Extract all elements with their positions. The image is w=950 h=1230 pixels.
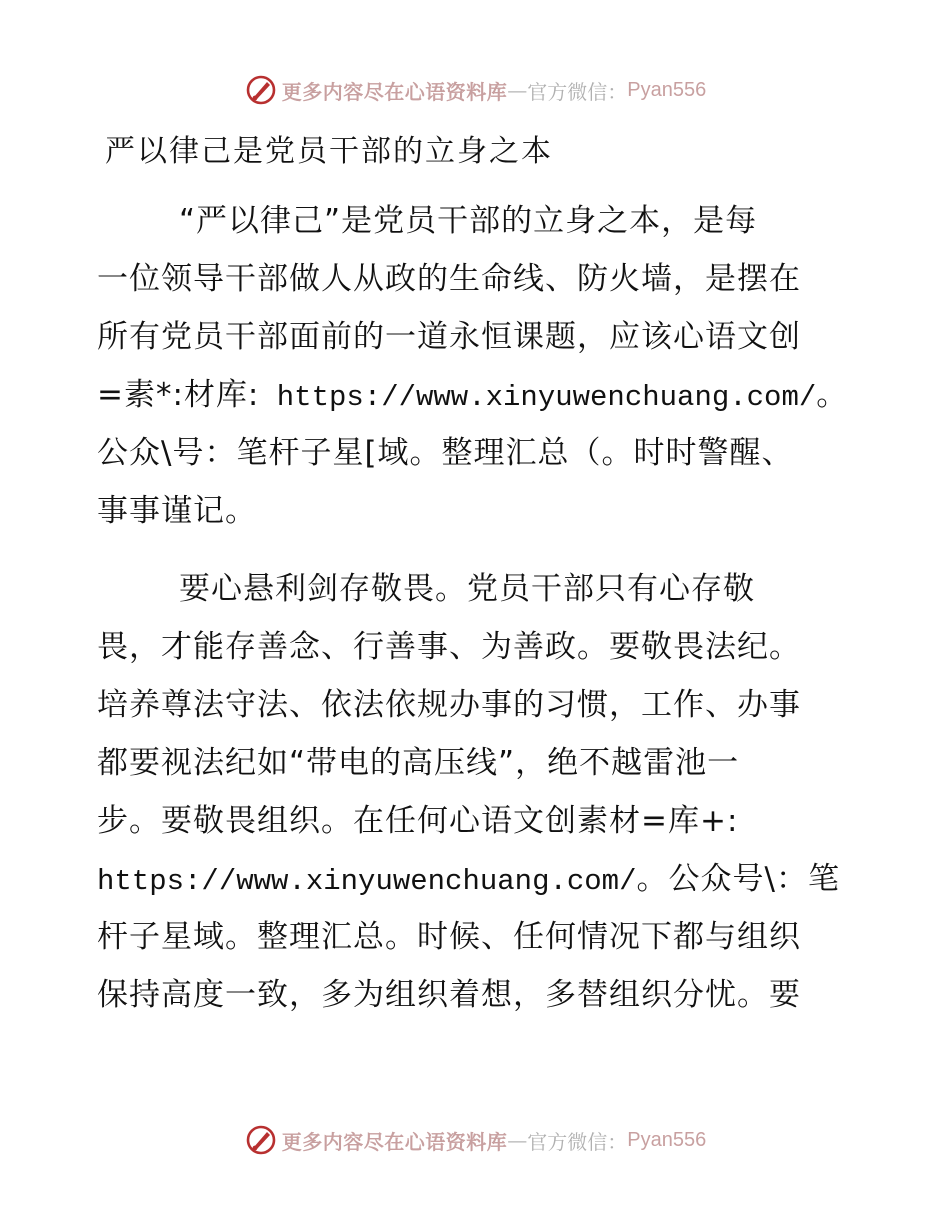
footer-banner [0, 1120, 950, 1160]
text-line: 都要视法纪如“带电的高压线”，绝不越雷池一 [97, 745, 740, 781]
text-line: 要心悬利剑存敬畏。党员干部只有心存敬 [179, 571, 755, 607]
paragraph-1 [97, 192, 857, 540]
banner-official-label: 官方微信： [527, 1129, 628, 1154]
text-line: 事事谨记。 [97, 493, 257, 529]
text-line: 步。要敬畏组织。在任何心语文创素材=库+: [97, 803, 739, 839]
line-prefix: =素*:材库: [97, 377, 260, 413]
line-suffix: 。公众号\：笔 [636, 861, 840, 897]
text-line: 杆子星域。整理汇总。时候、任何情况下都与组织 [97, 919, 801, 955]
text-line-with-url [97, 850, 857, 908]
line-suffix: 。 [816, 377, 849, 413]
text-line: 所有党员干部面前的一道永恒课题，应该心语文创 [97, 319, 801, 355]
banner-slogan: 更多内容尽在心语资料库 [281, 1129, 508, 1154]
text-line: “严以律己”是党员干部的立身之本，是每 [179, 203, 758, 239]
header-banner [0, 70, 950, 110]
banner-official-label: 官方微信： [527, 79, 628, 104]
paragraph-2 [97, 560, 857, 1024]
banner-wechat-id: Pyan556 [627, 78, 707, 101]
text-line: 畏，才能存善念、行善事、为善政。要敬畏法纪。 [97, 629, 801, 665]
url-text: https://www.xinyuwenchuang.com/ [259, 381, 817, 414]
banner-dash: — [507, 1128, 528, 1152]
text-line: 培养尊法守法、依法依规办事的习惯，工作、办事 [97, 687, 801, 723]
text-line: 一位领导干部做人从政的生命线、防火墙，是摆在 [97, 261, 801, 297]
document-title: 严以律己是党员干部的立身之本 [105, 134, 553, 169]
banner-wechat-id: Pyan556 [627, 1128, 707, 1151]
banner-slogan: 更多内容尽在心语资料库 [281, 79, 508, 104]
text-line: 公众\号：笔杆子星[域。整理汇总（。时时警醒、 [97, 435, 794, 471]
banner-dash: — [507, 78, 528, 102]
url-text: https://www.xinyuwenchuang.com/ [97, 865, 637, 898]
text-line: 保持高度一致，多为组织着想，多替组织分忧。要 [97, 977, 801, 1013]
text-line-with-url [97, 366, 857, 424]
brush-pen-logo-icon [244, 73, 278, 107]
brush-pen-logo-icon [244, 1123, 278, 1157]
